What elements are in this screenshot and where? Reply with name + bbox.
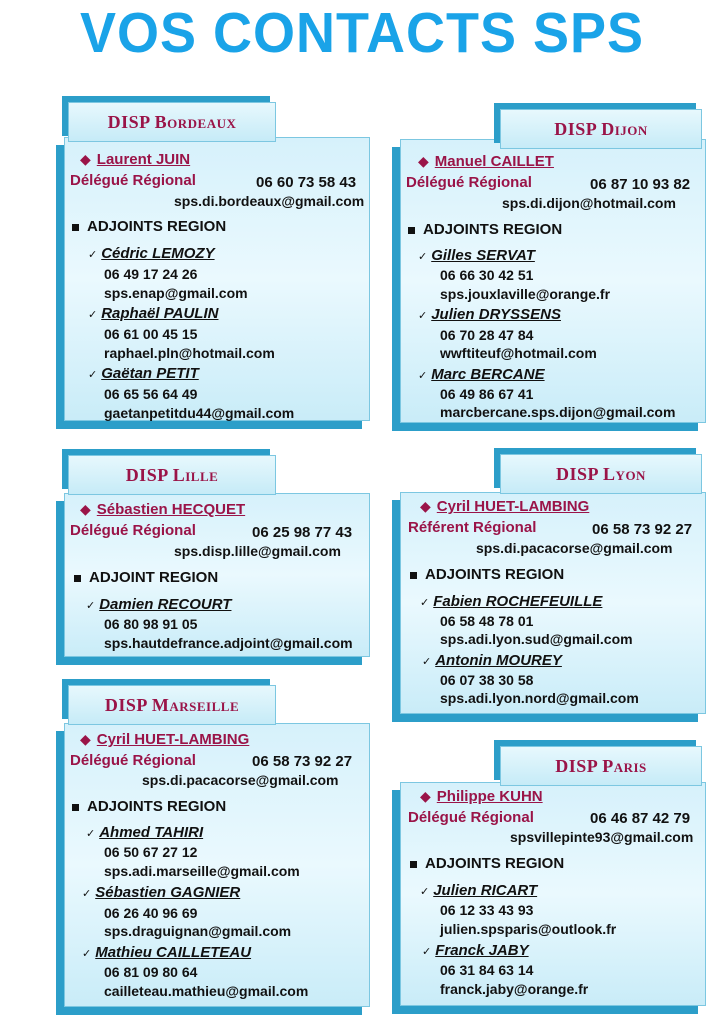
card-dijon: [400, 118, 706, 423]
card-tab: DISP Paris: [500, 746, 702, 786]
card-tab: DISP Lyon: [500, 454, 702, 494]
adjoint-phone: 06 12 33 43 93: [440, 902, 534, 918]
adjoint-name[interactable]: ✓ Raphaël PAULIN: [88, 305, 219, 322]
card-lyon: [400, 463, 706, 714]
card-paris: [400, 755, 706, 1006]
adjoint-email[interactable]: franck.jaby@orange.fr: [440, 981, 589, 997]
adjoint-phone: 06 49 86 67 41: [440, 386, 534, 402]
square-bullet-icon: [72, 224, 79, 231]
lead-phone: 06 58 73 92 27: [592, 521, 693, 538]
card-lille: [64, 464, 370, 657]
adjoint-name[interactable]: ✓ Fabien ROCHEFEUILLE: [420, 593, 603, 610]
card-bordeaux: [64, 111, 370, 421]
check-icon: ✓: [420, 597, 430, 609]
square-bullet-icon: [408, 227, 415, 234]
adjoint-phone: 06 81 09 80 64: [104, 964, 198, 980]
adjoint-phone: 06 07 38 30 58: [440, 672, 534, 688]
lead-email[interactable]: sps.di.bordeaux@gmail.com: [174, 193, 365, 209]
adjoint-name[interactable]: ✓ Cédric LEMOZY: [88, 245, 215, 262]
diamond-icon: ◆: [80, 501, 91, 517]
lead-email[interactable]: sps.di.pacacorse@gmail.com: [476, 540, 673, 556]
lead-name[interactable]: ◆ Manuel CAILLET: [418, 153, 554, 170]
adjoint-email[interactable]: sps.enap@gmail.com: [104, 285, 248, 301]
adjoint-email[interactable]: sps.adi.lyon.nord@gmail.com: [440, 690, 639, 706]
check-icon: ✓: [420, 886, 430, 898]
lead-phone: 06 87 10 93 82: [590, 176, 691, 193]
card-tab: DISP Bordeaux: [68, 102, 276, 142]
lead-phone: 06 46 87 42 79: [590, 810, 691, 827]
adjoint-name[interactable]: ✓ Sébastien GAGNIER: [82, 884, 241, 901]
adjoints-heading: ADJOINT REGION: [74, 569, 218, 586]
adjoint-name[interactable]: ✓ Gaëtan PETIT: [88, 365, 199, 382]
adjoint-email[interactable]: sps.draguignan@gmail.com: [104, 923, 292, 939]
page-title: VOS CONTACTS SPS: [79, 1, 645, 65]
diamond-icon: ◆: [420, 788, 431, 804]
check-icon: ✓: [86, 600, 96, 612]
lead-email[interactable]: sps.di.dijon@hotmail.com: [502, 195, 676, 211]
lead-email[interactable]: sps.di.pacacorse@gmail.com: [142, 772, 339, 788]
adjoint-phone: 06 80 98 91 05: [104, 616, 198, 632]
card-tab: DISP Marseille: [68, 685, 276, 725]
adjoint-name[interactable]: ✓ Marc BERCANE: [418, 366, 545, 383]
adjoint-phone: 06 26 40 96 69: [104, 905, 198, 921]
adjoint-email[interactable]: raphael.pln@hotmail.com: [104, 345, 275, 361]
adjoint-name[interactable]: ✓ Julien RICART: [420, 882, 538, 899]
check-icon: ✓: [422, 656, 432, 668]
check-icon: ✓: [88, 369, 98, 381]
check-icon: ✓: [88, 249, 98, 261]
check-icon: ✓: [418, 370, 428, 382]
adjoint-email[interactable]: julien.spsparis@outlook.fr: [440, 921, 617, 937]
card-marseille: [64, 694, 370, 1007]
lead-phone: 06 60 73 58 43: [256, 174, 357, 191]
lead-role: Délégué Régional: [70, 172, 196, 189]
lead-role: Délégué Régional: [70, 522, 196, 539]
lead-phone: 06 25 98 77 43: [252, 524, 353, 541]
adjoint-phone: 06 31 84 63 14: [440, 962, 534, 978]
adjoints-heading: ADJOINTS REGION: [408, 221, 562, 238]
lead-name[interactable]: ◆ Sébastien HECQUET: [80, 501, 246, 518]
adjoints-heading: ADJOINTS REGION: [410, 566, 564, 583]
card-tab: DISP Dijon: [500, 109, 702, 149]
check-icon: ✓: [82, 888, 92, 900]
adjoint-name[interactable]: ✓ Ahmed TAHIRI: [86, 824, 204, 841]
card-tab: DISP Lille: [68, 455, 276, 495]
lead-name[interactable]: ◆ Cyril HUET-LAMBING: [80, 731, 250, 748]
lead-phone: 06 58 73 92 27: [252, 753, 353, 770]
adjoint-phone: 06 70 28 47 84: [440, 327, 534, 343]
check-icon: ✓: [82, 948, 92, 960]
check-icon: ✓: [418, 310, 428, 322]
adjoint-name[interactable]: ✓ Damien RECOURT: [86, 596, 232, 613]
adjoints-heading: ADJOINTS REGION: [72, 218, 226, 235]
adjoint-email[interactable]: wwftiteuf@hotmail.com: [440, 345, 597, 361]
lead-role: Délégué Régional: [70, 752, 196, 769]
adjoint-phone: 06 58 48 78 01: [440, 613, 534, 629]
lead-role: Délégué Régional: [406, 174, 532, 191]
adjoint-email[interactable]: marcbercane.sps.dijon@gmail.com: [440, 404, 676, 420]
adjoint-phone: 06 61 00 45 15: [104, 326, 198, 342]
adjoint-email[interactable]: gaetanpetitdu44@gmail.com: [104, 405, 295, 421]
adjoints-heading: ADJOINTS REGION: [410, 855, 564, 872]
check-icon: ✓: [88, 309, 98, 321]
adjoint-phone: 06 50 67 27 12: [104, 844, 198, 860]
check-icon: ✓: [422, 946, 432, 958]
square-bullet-icon: [410, 861, 417, 868]
adjoint-name[interactable]: ✓ Mathieu CAILLETEAU: [82, 944, 252, 961]
adjoint-email[interactable]: sps.adi.lyon.sud@gmail.com: [440, 631, 633, 647]
check-icon: ✓: [86, 828, 96, 840]
lead-email[interactable]: spsvillepinte93@gmail.com: [510, 829, 694, 845]
adjoint-phone: 06 65 56 64 49: [104, 386, 198, 402]
lead-name[interactable]: ◆ Laurent JUIN: [80, 151, 191, 168]
adjoints-heading: ADJOINTS REGION: [72, 798, 226, 815]
lead-role: Référent Régional: [408, 519, 537, 536]
adjoint-email[interactable]: sps.hautdefrance.adjoint@gmail.com: [104, 635, 353, 651]
square-bullet-icon: [410, 572, 417, 579]
adjoint-email[interactable]: sps.jouxlaville@orange.fr: [440, 286, 611, 302]
adjoint-phone: 06 66 30 42 51: [440, 267, 534, 283]
adjoint-email[interactable]: cailleteau.mathieu@gmail.com: [104, 983, 309, 999]
lead-email[interactable]: sps.disp.lille@gmail.com: [174, 543, 341, 559]
diamond-icon: ◆: [80, 731, 91, 747]
lead-role: Délégué Régional: [408, 809, 534, 826]
square-bullet-icon: [72, 804, 79, 811]
diamond-icon: ◆: [418, 153, 429, 169]
square-bullet-icon: [74, 575, 81, 582]
lead-name[interactable]: ◆ Philippe KUHN: [420, 788, 543, 805]
adjoint-name[interactable]: ✓ Antonin MOUREY: [422, 652, 562, 669]
diamond-icon: ◆: [80, 151, 91, 167]
adjoint-name[interactable]: ✓ Franck JABY: [422, 942, 529, 959]
adjoint-phone: 06 49 17 24 26: [104, 266, 198, 282]
check-icon: ✓: [418, 251, 428, 263]
diamond-icon: ◆: [420, 498, 431, 514]
lead-name[interactable]: ◆ Cyril HUET-LAMBING: [420, 498, 590, 515]
adjoint-name[interactable]: ✓ Gilles SERVAT: [418, 247, 535, 264]
adjoint-email[interactable]: sps.adi.marseille@gmail.com: [104, 863, 300, 879]
adjoint-name[interactable]: ✓ Julien DRYSSENS: [418, 306, 561, 323]
